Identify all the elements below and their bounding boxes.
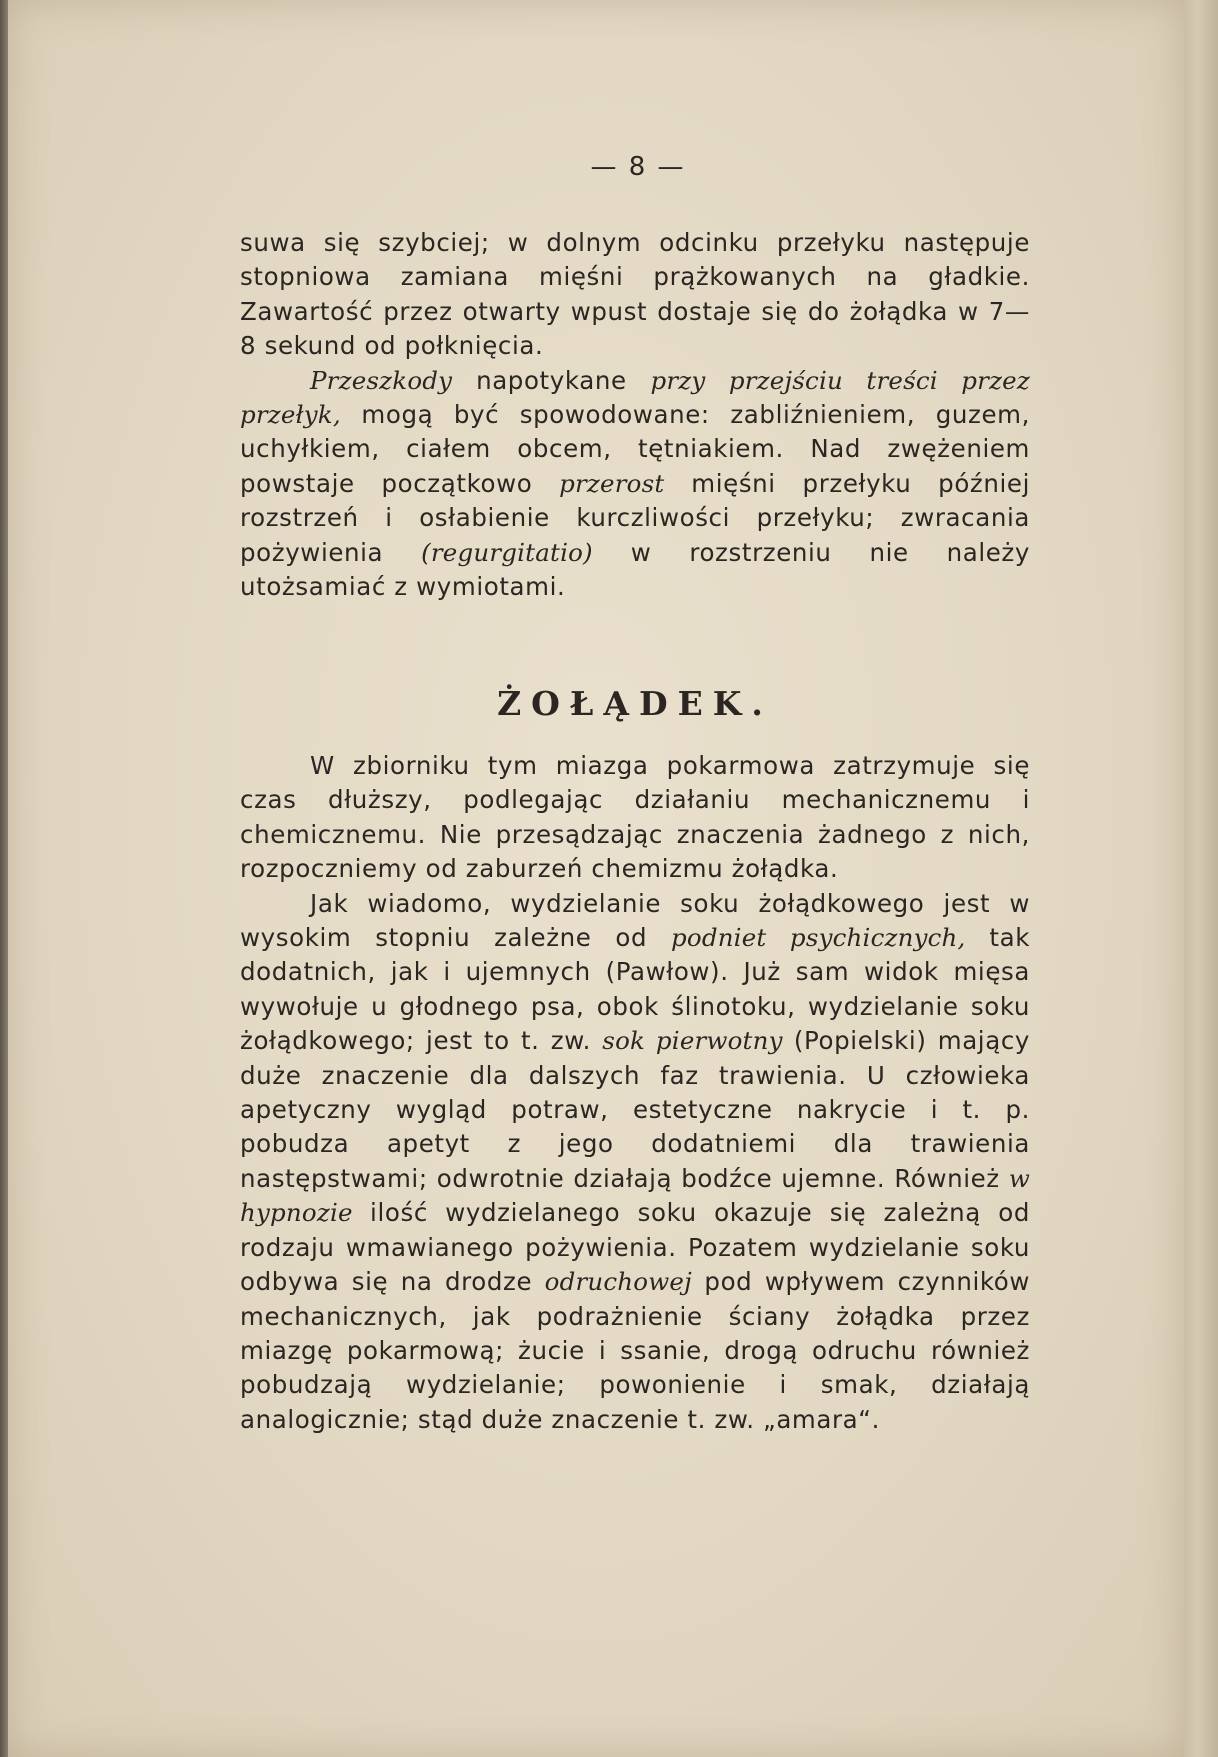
italic-term: Przeszkody: [310, 365, 453, 395]
italic-term: sok pierwotny: [602, 1026, 783, 1056]
book-page: [8, 0, 1184, 1757]
paragraph: suwa się szybciej; w dolnym odcinku przełyku następuje stopniowa zamiana mięśni prążkowanych na gładkie. Zawartość przez otwarty wpust dostaje się do żołądka w 7—8 sekund od połknięcia.: [240, 228, 1030, 361]
italic-term: przy przejściu treści przez przełyk,: [240, 365, 1030, 430]
paragraph: Jak wiadomo, wydzielanie soku żołądkowego jest w wysokim stopniu zależne od podniet psychicznych, tak dodatnich, jak i ujemnych (Pawłow). Już sam widok mięsa wywołuje u głodnego psa, obok ślinotoku, wydzielanie soku żołądkowego; jest to t. zw. sok pierwotny (Popielski) mający duże znaczenie dla dalszych faz trawienia. U człowieka apetyczny wygląd potraw, estetyczne nakrycie i t. p. pobudza apetyt z jego dodatniemi dla trawienia następstwami; odwrotnie działają bodźce ujemne. Również w hypnozie ilość wydzielanego soku okazuje się zależną od rodzaju wmawianego pożywienia. Pozatem wydzielanie soku odbywa się na drodze odruchowej pod wpływem czynników mechanicznych, jak podrażnienie ściany żołądka przez miazgę pokarmową; żucie i ssanie, drogą odruchu również pobudzają wydzielanie; powonienie i smak, działają analogicznie; stąd duże znaczenie t. zw. „amara“.: [240, 888, 1031, 1434]
italic-term: w hypnozie: [240, 1163, 1030, 1228]
page-edge: [1184, 0, 1218, 1757]
paragraph: W zbiorniku tym miazga pokarmowa zatrzymuje się czas dłuższy, podlegając działaniu mechanicznemu i chemicznemu. Nie przesądzając znaczenia żadnego z nich, rozpoczniemy od zaburzeń chemizmu żołądka.: [240, 751, 1030, 884]
text-block-stomach: [240, 749, 1030, 1437]
section-heading: ŻOŁĄDEK.: [497, 684, 773, 723]
italic-term: przerost: [559, 468, 665, 498]
italic-term: odruchowej: [544, 1267, 692, 1297]
book-spine-edge: [0, 0, 8, 1757]
text-block-esophagus: [240, 226, 1030, 604]
page-number: — 8 —: [590, 152, 686, 182]
italic-term: (regurgitatio): [421, 537, 593, 567]
paragraph: Przeszkody napotykane przy przejściu treści przez przełyk, mogą być spowodowane: zabliźnieniem, guzem, uchyłkiem, ciałem obcem, tętniakiem. Nad zwężeniem powstaje początkowo przerost mięśni przełyku później rozstrzeń i osłabienie kurczliwości przełyku; zwracania pożywienia (regurgitatio) w rozstrzeniu nie należy utożsamiać z wymiotami.: [240, 365, 1030, 602]
italic-term: podniet psychicznych,: [670, 923, 966, 953]
